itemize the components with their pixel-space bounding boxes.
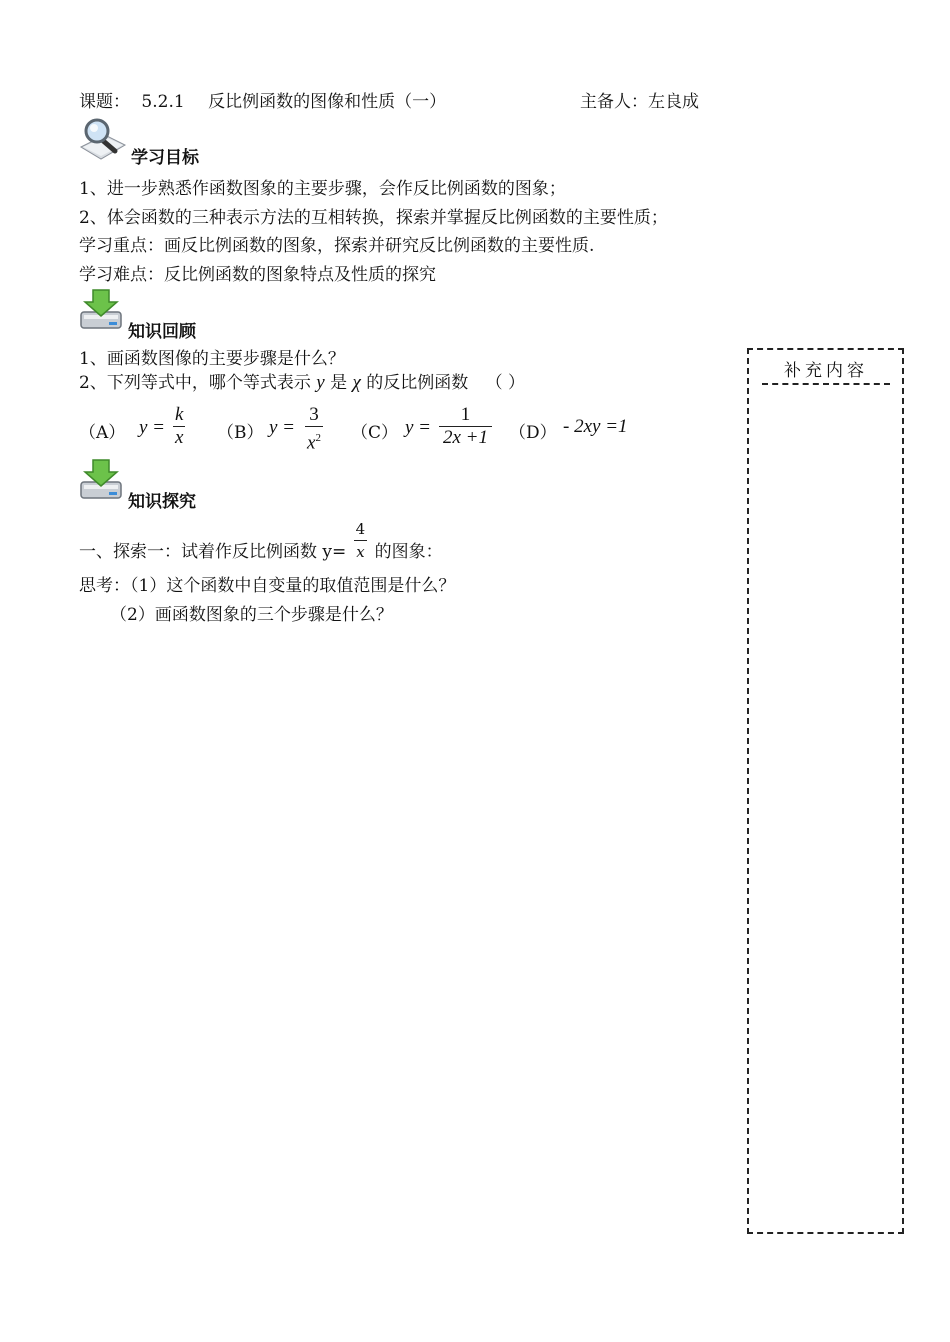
option-a-denominator: x [175, 427, 184, 448]
explore-task-suffix: 的图象： [374, 542, 443, 562]
review-question-1: 1、画函数图像的主要步骤是什么？ [79, 349, 345, 369]
option-b-numerator: 3 [309, 404, 319, 425]
option-a-lhs: y = [139, 417, 166, 438]
q2-suffix: 的反比例函数 [366, 373, 469, 393]
q2-blank: （ ） [485, 373, 526, 393]
document-header [79, 91, 446, 113]
explore-task-fraction [354, 518, 368, 563]
think-question-2: （2）画函数图象的三个步骤是什么？ [110, 605, 393, 625]
option-c-denominator: 2x +1 [439, 426, 492, 449]
option-b-lhs: y = [269, 417, 296, 438]
option-c-label: （C） [351, 423, 399, 443]
q2-x: χ [352, 372, 361, 393]
option-b-fraction [305, 404, 323, 454]
key-point: 学习重点：画反比例函数的图象，探索并研究反比例函数的主要性质. [79, 236, 595, 256]
explore-task-prefix: 一、探索一：试着作反比例函数 y= [79, 542, 347, 562]
download-drive-icon [79, 288, 123, 337]
supplement-box [747, 348, 904, 1234]
section-title-goals: 学习目标 [131, 148, 199, 168]
option-b-denominator: x [307, 432, 316, 454]
topic-label: 课题： [79, 92, 130, 112]
q2-prefix: 2、下列等式中，哪个等式表示 [79, 373, 311, 393]
explore-task [79, 518, 443, 568]
option-b-label: （B） [217, 423, 264, 443]
download-drive-icon [79, 458, 123, 507]
option-d-expression: - 2xy =1 [563, 416, 628, 437]
q2-mid: 是 [330, 373, 348, 393]
q2-y: y [316, 372, 325, 393]
explore-task-denominator: x [354, 540, 368, 563]
section-title-explore: 知识探究 [128, 492, 196, 512]
option-a-fraction [173, 404, 185, 449]
explore-task-numerator: 4 [355, 520, 366, 538]
think-question-1: 思考：（1）这个函数中自变量的取值范围是什么？ [79, 576, 456, 596]
section-title-review: 知识回顾 [128, 322, 196, 342]
review-question-2 [79, 372, 525, 394]
option-c-fraction [439, 404, 492, 449]
supplement-title: 补充内容 [762, 356, 890, 385]
difficult-point: 学习难点：反比例函数的图象特点及性质的探究 [79, 265, 436, 285]
goal-item-2: 2、体会函数的三种表示方法的互相转换，探索并掌握反比例函数的主要性质； [79, 208, 668, 228]
option-c-lhs: y = [405, 417, 432, 438]
author: 主备人：左良成 [580, 92, 699, 112]
option-c-numerator: 1 [460, 404, 471, 425]
option-a-label: （A） [79, 423, 126, 443]
option-a-numerator: k [175, 404, 184, 425]
option-d-label: （D） [509, 423, 557, 443]
goal-item-1: 1、进一步熟悉作函数图象的主要步骤，会作反比例函数的图象； [79, 179, 566, 199]
topic-title: 反比例函数的图像和性质（一） [208, 92, 447, 112]
topic-number: 5.2.1 [141, 92, 185, 112]
magnifier-icon [79, 117, 127, 166]
option-b-exponent: 2 [315, 432, 321, 444]
